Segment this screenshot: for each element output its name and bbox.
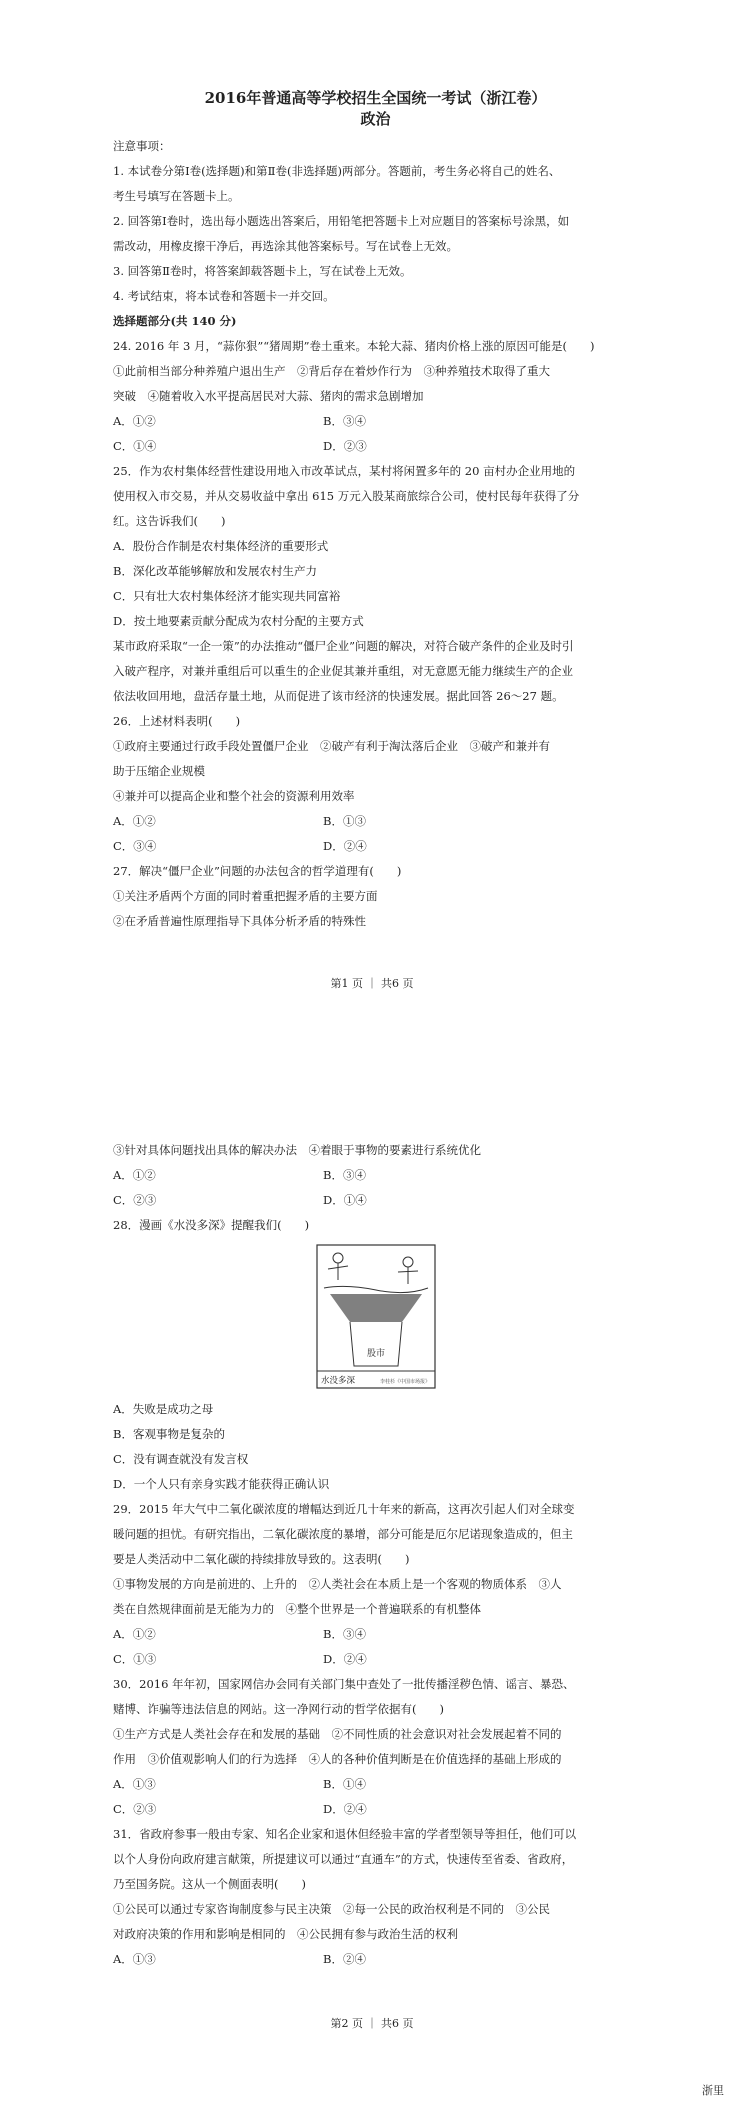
q26-options-row xyxy=(113,834,638,859)
notice-line: 4. 考试结束，将本试卷和答题卡一并交回。 xyxy=(113,289,335,303)
q27-stem: 27．解决“僵尸企业”问题的办法包含的哲学道理有( ) xyxy=(113,864,402,878)
q25-stem: 使用权入市交易，并从交易收益中拿出 615 万元入股某商旅综合公司，使村民每年获得了分 xyxy=(113,489,580,503)
page-footer: 第1 页 ｜ 共6 页 xyxy=(330,977,414,990)
q30-option-c[interactable]: C．②③ xyxy=(113,1802,157,1816)
q29-option-a[interactable]: A．①② xyxy=(113,1627,156,1641)
q30-options-row xyxy=(113,1797,638,1822)
q30-statements: 作用 ③价值观影响人们的行为选择 ④人的各种价值判断是在价值选择的基础上形成的 xyxy=(113,1752,562,1766)
q31-option-b[interactable]: B．②④ xyxy=(323,1952,366,1966)
page-footer: 第2 页 ｜ 共6 页 xyxy=(330,2017,414,2030)
q30-options-row xyxy=(113,1772,638,1797)
q30-option-d[interactable]: D．②④ xyxy=(323,1802,367,1816)
q31-stem: 以个人身份向政府建言献策，所提建议可以通过“直通车”的方式，快速传至省委、省政府， xyxy=(113,1852,574,1866)
q27-option-d[interactable]: D．①④ xyxy=(323,1193,367,1207)
notice-line: 3. 回答第Ⅱ卷时，将答案卸载答题卡上，写在试卷上无效。 xyxy=(113,264,412,278)
q31-stem: 31．省政府参事一般由专家、知名企业家和退休但经验丰富的学者型领导等担任，他们可以 xyxy=(113,1827,577,1841)
q26-option-c[interactable]: C．③④ xyxy=(113,839,157,853)
notice-line: 需改动，用橡皮擦干净后，再选涂其他答案标号。写在试卷上无效。 xyxy=(113,239,458,253)
exam-subject: 政治 xyxy=(360,110,391,128)
q29-options-row xyxy=(113,1647,638,1672)
notice-line: 1. 本试卷分第Ⅰ卷(选择题)和第Ⅱ卷(非选择题)两部分。答题前，考生务必将自己的姓名、 xyxy=(113,164,561,178)
q27-options-row xyxy=(113,1163,638,1188)
q26-stem: 26．上述材料表明( ) xyxy=(113,714,241,728)
q24-option-c[interactable]: C．①④ xyxy=(113,439,157,453)
q31-options-row xyxy=(113,1947,638,1972)
q26-statements: ①政府主要通过行政手段处置僵尸企业 ②破产有利于淘汰落后企业 ③破产和兼并有 xyxy=(113,739,550,753)
q24-options-row xyxy=(113,434,638,459)
q25-stem: 25．作为农村集体经营性建设用地入市改革试点，某村将闲置多年的 20 亩村办企业用地的 xyxy=(113,464,576,478)
q30-stem: 30．2016 年年初，国家网信办会同有关部门集中查处了一批传播淫秽色情、谣言、暴恐、 xyxy=(113,1677,575,1691)
q29-stem: 暖问题的担忧。有研究指出，二氧化碳浓度的暴增，部分可能是厄尔尼诺现象造成的，但主 xyxy=(113,1527,573,1541)
q26-options-row xyxy=(113,809,638,834)
q29-options-row xyxy=(113,1622,638,1647)
q31-statements: ①公民可以通过专家咨询制度参与民主决策 ②每一公民的政治权利是不同的 ③公民 xyxy=(113,1902,550,1916)
notice-heading: 注意事项： xyxy=(113,139,171,153)
q28-option-d[interactable]: D．一个人只有亲身实践才能获得正确认识 xyxy=(113,1477,330,1491)
cartoon-credit: 李桂杉《中国市场报》 xyxy=(379,1379,430,1385)
q31-stem: 乃至国务院。这从一个侧面表明( ) xyxy=(113,1877,306,1891)
q24-options-row xyxy=(113,409,638,434)
page-2 xyxy=(0,1130,744,2080)
material-text: 入破产程序，对兼并重组后可以重生的企业促其兼并重组，对无意愿无能力继续生产的企业 xyxy=(113,664,573,678)
q26-option-b[interactable]: B．①③ xyxy=(323,814,366,828)
cartoon-label: 股市 xyxy=(366,1349,385,1359)
q29-statements: ①事物发展的方向是前进的、上升的 ②人类社会在本质上是一个客观的物质体系 ③人 xyxy=(113,1577,562,1591)
q25-option-d[interactable]: D．按土地要素贡献分配成为农村分配的主要方式 xyxy=(113,614,364,628)
q30-stem: 赌博、诈骗等违法信息的网站。这一净网行动的哲学依据有( ) xyxy=(113,1702,444,1716)
q29-stem: 要是人类活动中二氧化碳的持续排放导致的。这表明( ) xyxy=(113,1552,410,1566)
q24-option-d[interactable]: D．②③ xyxy=(323,439,367,453)
cartoon-image xyxy=(316,1244,436,1389)
q24-option-a[interactable]: A．①② xyxy=(113,414,156,428)
q28-option-c[interactable]: C．没有调查就没有发言权 xyxy=(113,1452,249,1466)
q30-statements: ①生产方式是人类社会存在和发展的基础 ②不同性质的社会意识对社会发展起着不同的 xyxy=(113,1727,562,1741)
q24-statements: ①此前相当部分种养殖户退出生产 ②背后存在着炒作行为 ③种养殖技术取得了重大 xyxy=(113,364,550,378)
notice-line: 考生号填写在答题卡上。 xyxy=(113,189,240,203)
q27-option-a[interactable]: A．①② xyxy=(113,1168,156,1182)
corner-watermark: 浙里 xyxy=(702,2084,724,2097)
q31-option-a[interactable]: A．①③ xyxy=(113,1952,156,1966)
q29-stem: 29．2015 年大气中二氧化碳浓度的增幅达到近几十年来的新高，这再次引起人们对全球变 xyxy=(113,1502,575,1516)
q28-stem: 28．漫画《水没多深》提醒我们( ) xyxy=(113,1218,310,1232)
q25-option-b[interactable]: B．深化改革能够解放和发展农村生产力 xyxy=(113,564,317,578)
exam-title: 2016年普通高等学校招生全国统一考试（浙江卷） xyxy=(204,89,547,107)
material-text: 依法收回用地，盘活存量土地，从而促进了该市经济的快速发展。据此回答 26～27 题。 xyxy=(113,689,564,703)
q29-option-c[interactable]: C．①③ xyxy=(113,1652,157,1666)
notice-line: 2. 回答第Ⅰ卷时，选出每小题选出答案后，用铅笔把答题卡上对应题目的答案标号涂黑，如 xyxy=(113,214,570,228)
q28-option-b[interactable]: B．客观事物是复杂的 xyxy=(113,1427,225,1441)
page-1-content xyxy=(113,88,638,934)
q25-stem: 红。这告诉我们( ) xyxy=(113,514,226,528)
q24-stem: 24. 2016 年 3 月，“蒜你狠”“猪周期”卷土重来。本轮大蒜、猪肉价格上涨的原因可能是( ) xyxy=(113,339,595,353)
q29-option-b[interactable]: B．③④ xyxy=(323,1627,366,1641)
q24-statements: 突破 ④随着收入水平提高居民对大蒜、猪肉的需求急剧增加 xyxy=(113,389,424,403)
q27-options-row xyxy=(113,1188,638,1213)
q26-statements: ④兼并可以提高企业和整个社会的资源利用效率 xyxy=(113,789,355,803)
cartoon-caption: 水没多深 xyxy=(320,1376,355,1386)
material-text: 某市政府采取“一企一策”的办法推动“僵尸企业”问题的解决，对符合破产条件的企业及时引 xyxy=(113,639,574,653)
q27-statements: ①关注矛盾两个方面的同时着重把握矛盾的主要方面 xyxy=(113,889,378,903)
q24-option-b[interactable]: B．③④ xyxy=(323,414,366,428)
section-heading: 选择题部分(共 140 分) xyxy=(113,314,237,328)
page-2-content xyxy=(113,1138,638,1972)
q29-option-d[interactable]: D．②④ xyxy=(323,1652,367,1666)
q27-option-c[interactable]: C．②③ xyxy=(113,1193,157,1207)
q31-statements: 对政府决策的作用和影响是相同的 ④公民拥有参与政治生活的权利 xyxy=(113,1927,458,1941)
q27-statements: ②在矛盾普遍性原理指导下具体分析矛盾的特殊性 xyxy=(113,914,366,928)
q27-statements: ③针对具体问题找出具体的解决办法 ④着眼于事物的要素进行系统优化 xyxy=(113,1143,481,1157)
q25-option-a[interactable]: A．股份合作制是农村集体经济的重要形式 xyxy=(113,539,329,553)
q29-statements: 类在自然规律面前是无能为力的 ④整个世界是一个普遍联系的有机整体 xyxy=(113,1602,481,1616)
q30-option-a[interactable]: A．①③ xyxy=(113,1777,156,1791)
page-1 xyxy=(0,0,744,1010)
q26-option-a[interactable]: A．①② xyxy=(113,814,156,828)
q30-option-b[interactable]: B．①④ xyxy=(323,1777,366,1791)
q27-option-b[interactable]: B．③④ xyxy=(323,1168,366,1182)
q25-option-c[interactable]: C．只有壮大农村集体经济才能实现共同富裕 xyxy=(113,589,341,603)
q26-statements: 助于压缩企业规模 xyxy=(113,764,205,778)
q26-option-d[interactable]: D．②④ xyxy=(323,839,367,853)
q28-option-a[interactable]: A．失败是成功之母 xyxy=(113,1402,214,1416)
